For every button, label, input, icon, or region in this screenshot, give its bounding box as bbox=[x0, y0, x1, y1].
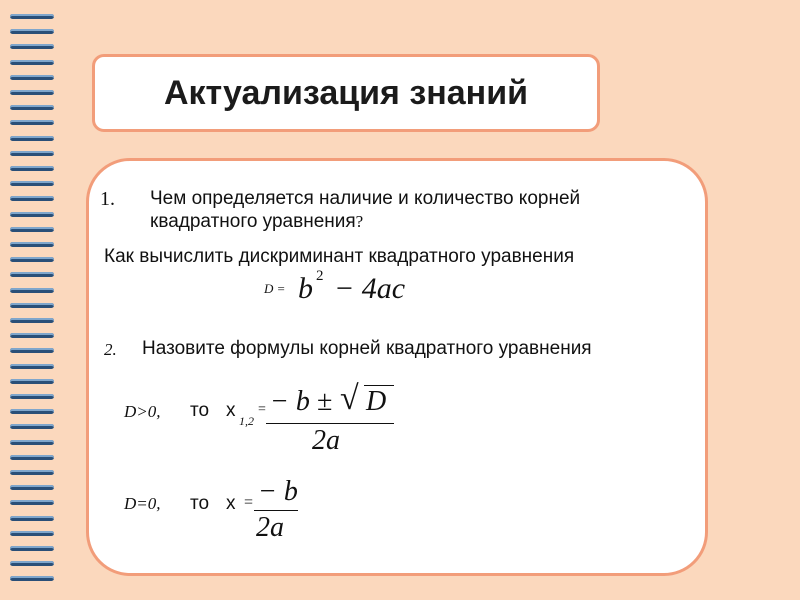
binding-ring bbox=[10, 120, 54, 125]
case2-then: то bbox=[190, 493, 210, 514]
case2-denominator: 2a bbox=[256, 512, 284, 543]
question-1-number: 1. bbox=[100, 188, 115, 210]
case2-x: x bbox=[226, 493, 236, 514]
binding-ring bbox=[10, 44, 54, 49]
case2-fraction-line bbox=[254, 510, 298, 511]
binding-ring bbox=[10, 409, 54, 414]
slide-title: Актуализация знаний bbox=[163, 73, 529, 112]
binding-ring bbox=[10, 424, 54, 429]
binding-ring bbox=[10, 500, 54, 505]
discriminant-lhs: D = bbox=[264, 281, 286, 296]
binding-ring bbox=[10, 516, 54, 521]
binding-ring bbox=[10, 166, 54, 171]
binding-ring bbox=[10, 14, 54, 19]
binding-ring bbox=[10, 90, 54, 95]
binding-ring bbox=[10, 257, 54, 262]
case1-numerator: − b ± bbox=[270, 386, 333, 417]
binding-ring bbox=[10, 440, 54, 445]
case1-x: x bbox=[226, 400, 236, 421]
binding-ring bbox=[10, 364, 54, 369]
question-1-line1: Чем определяется наличие и количество корней bbox=[150, 188, 581, 209]
case1-equals: = bbox=[258, 402, 266, 417]
binding-ring bbox=[10, 318, 54, 323]
binding-ring bbox=[10, 227, 54, 232]
discriminant-exponent: 2 bbox=[316, 268, 324, 284]
binding-ring bbox=[10, 561, 54, 566]
binding-ring bbox=[10, 151, 54, 156]
binding-ring bbox=[10, 546, 54, 551]
binding-ring bbox=[10, 60, 54, 65]
binding-ring bbox=[10, 455, 54, 460]
binding-ring bbox=[10, 136, 54, 141]
case1-then: то bbox=[190, 400, 210, 421]
discriminant-b: b bbox=[298, 272, 313, 305]
binding-ring bbox=[10, 576, 54, 581]
binding-ring bbox=[10, 288, 54, 293]
case1-radicand: D bbox=[366, 386, 387, 417]
case2-numerator: − b bbox=[258, 476, 298, 507]
question-2-number: 2. bbox=[104, 340, 117, 359]
case1-fraction-line bbox=[266, 423, 394, 424]
binding-ring bbox=[10, 105, 54, 110]
question-1b: Как вычислить дискриминант квадратного уравнения bbox=[104, 246, 575, 267]
binding-ring bbox=[10, 333, 54, 338]
case1-subscript: 1,2 bbox=[239, 414, 254, 428]
binding-ring bbox=[10, 272, 54, 277]
case1-denominator: 2a bbox=[312, 425, 340, 456]
binding-ring bbox=[10, 531, 54, 536]
binding-ring bbox=[10, 75, 54, 80]
binding-ring bbox=[10, 196, 54, 201]
binding-ring bbox=[10, 242, 54, 247]
binding-ring bbox=[10, 485, 54, 490]
question-2-text: Назовите формулы корней квадратного уравнения bbox=[142, 338, 592, 359]
binding-ring bbox=[10, 181, 54, 186]
binding-ring bbox=[10, 303, 54, 308]
binding-ring bbox=[10, 379, 54, 384]
question-1-line2: квадратного уравнения? bbox=[150, 211, 364, 232]
case2-condition: D=0, bbox=[124, 494, 161, 513]
binding-ring bbox=[10, 212, 54, 217]
binding-ring bbox=[10, 394, 54, 399]
case1-condition: D>0, bbox=[124, 402, 161, 421]
case2-equals: = bbox=[244, 494, 254, 511]
title-box bbox=[92, 54, 600, 132]
discriminant-rest: − 4ac bbox=[334, 272, 406, 305]
binding-ring bbox=[10, 29, 54, 34]
binding-ring bbox=[10, 348, 54, 353]
sqrt-icon: √ bbox=[340, 380, 359, 417]
binding-ring bbox=[10, 470, 54, 475]
